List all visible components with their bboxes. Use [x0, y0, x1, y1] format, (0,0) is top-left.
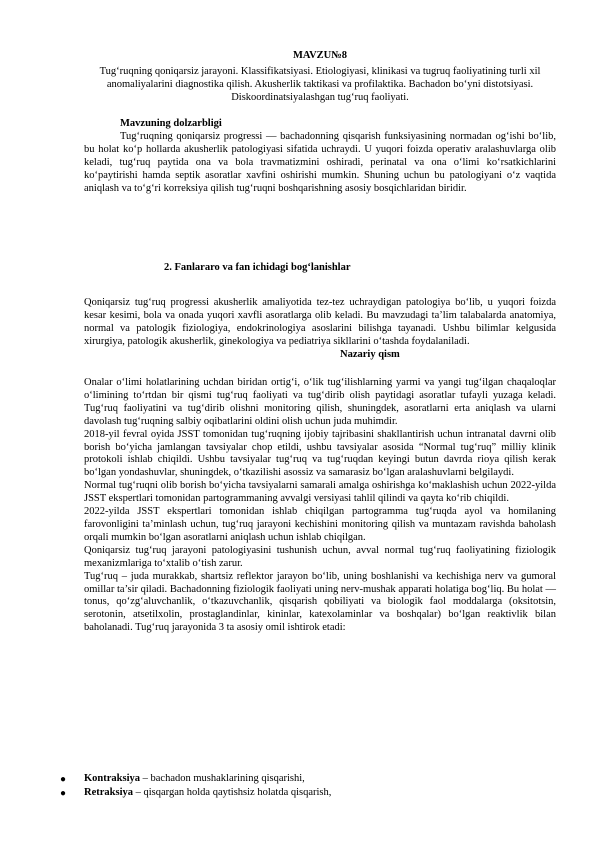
factor-list: [60, 773, 560, 800]
list-description: – bachadon mushaklarining qisqarishi,: [140, 773, 305, 784]
relevance-paragraph: Tug‘ruqning qoniqarsiz progressi — bachadonning qisqarish funksiyasining normadan og‘ishi bo‘lib, bu holat ko‘p hollarda akusherlik patologiyasi sifatida uchraydi. U yuqori foizda operativ aralashuvlarga olib keladi, tug‘ruq paytida ona va bola travmatizmini oshiradi, perinatal va ona o‘limi ko‘rsatkichlarini ko‘paytirishi hamda septik asoratlar xavfini oshirishi mumkin. Shuning uchun bu patologiyani o‘z vaqtida aniqlash va to‘g‘ri korreksiya qilish tug‘ruqni boshqarishning asosiy bosqichlaridan biridir.: [84, 131, 556, 194]
list-term: Retraksiya: [84, 786, 133, 798]
list-term: Kontraksiya: [84, 773, 141, 784]
topic-number: MAVZU№8: [292, 50, 348, 61]
relevance-heading: Mavzuning dolzarbligi: [120, 118, 222, 129]
list-item: [60, 787, 560, 801]
interdisciplinary-heading: 2. Fanlararo va fan ichidagi bog‘lanishlar: [164, 262, 351, 273]
bullet-icon: ●: [60, 787, 67, 799]
theory-paragraph-1: Onalar o‘limi holatlarining uchdan biridan ortig‘i, o‘lik tug‘ilishlarning yarmi va yangi tug‘ilgan chaqaloqlar o‘limining to‘rtdan bir qismi tug‘ruq faoliyati va tug‘dirib olish paytidagi asoratlar tufayli yuzaga keladi. Tug‘ruq faoliyatini va tug‘dirib olishni monitoring qilish, shuningdek, asoratlarni erta aniqlash va ularni davolash tug‘ruqning salbiy oqibatlarini oldini olish uchun juda muhimdir.: [84, 377, 556, 427]
theory-paragraph-4: 2022-yilda JSST ekspertlari tomonidan ishlab chiqilgan partogramma tug‘ruqda ayol va homilaning farovonligini ta’minlash uchun, tug‘ruq jarayoni kechishini monitoring qilish va muntazam ravishda baholash orqali mumkin bo‘lgan asoratlarni aniqlash uchun ishlab chiqilgan.: [84, 506, 556, 543]
theory-heading: Nazariy qism: [340, 349, 400, 360]
theory-paragraph-2: 2018-yil fevral oyida JSST tomonidan tug‘ruqning ijobiy tajribasini shakllantirish uchun intranatal davrni olib borish bo‘yicha jamlangan tavsiyalar chop etildi, ushbu tavsiyalar asosida “Normal tug‘ruq” milliy klinik protokoli ishlab chiqildi. Ushbu tavsiyalar tug‘ruq va tug‘ruqdan keyingi butun davrda rioya qilish kerak bo‘lgan yondashuvlar, shuningdek, o‘tkazilishi asossiz va samarasiz bo‘lgan aralashuvlarni belgilaydi.: [84, 428, 556, 479]
theory-body: [84, 377, 556, 635]
interdisciplinary-paragraph: Qoniqarsiz tug‘ruq progressi akusherlik amaliyotida tez-tez uchraydigan patologiya bo‘lib, u yuqori foizda kesar kesimi, bola va onada yuqori xavfli asoratlarga olib keladi. Bu mavzudagi ta’lim talabalarda anatomiya, normal va patologik fiziologiya, endokrinologiya asoslarini bilishga tayanadi. Ushbu bilimlar kelgusida xirurgiya, patologik akusherlik, ginekologiya va pediatriya sikllarini o‘tashda foydalaniladi.: [84, 297, 556, 347]
list-item: [60, 773, 560, 787]
list-description: – qisqargan holda qaytishsiz holatda qisqarish,: [133, 786, 332, 798]
theory-paragraph-5: Qoniqarsiz tug‘ruq jarayoni patologiyasini tushunish uchun, avval normal tug‘ruq faoliyatining fiziologik mexanizmlariga to‘xtalib o‘tish zarur.: [84, 544, 556, 569]
theory-paragraph-6: Tug‘ruq – juda murakkab, shartsiz reflektor jarayon bo‘lib, uning boshlanishi va kechishiga nerv va gumoral omillar ta’sir qiladi. Bachadonning fiziologik faoliyati uning nerv-mushak apparati holatiga bog‘liq. Bu holat — tonus, qo‘zg‘aluvchanlik, o‘tkazuvchanlik, qisqarish qobiliyati va biologik faol moddalarga (oksitotsin, serotonin, atsetilxolin, prostaglandinlar, kininlar, katexolaminlar va boshqalar) bo‘lgan reaktivlik bilan baholanadi. Tug‘ruq jarayonida 3 ta asosiy omil ishtirok etadi:: [84, 570, 556, 634]
bullet-icon: ●: [60, 774, 67, 785]
topic-title: Tug‘ruqning qoniqarsiz jarayoni. Klassifikatsiyasi. Etiologiyasi, klinikasi va tugruq faoliyatining turli xil anomaliyalarini diagnostika qilish. Akusherlik taktikasi va profilaktika. Bachadon bo‘yni distotsiyasi. Diskoordinatsiyalashgan tug‘ruq faoliyati.: [99, 66, 541, 103]
theory-paragraph-3: Normal tug‘ruqni olib borish bo‘yicha tavsiyalarni samarali amalga oshirishga ko‘maklashish uchun 2022-yilda JSST ekspertlari tomonidan partogrammaning avvalgi versiyasi tahlil qilindi va qayta ko‘rib chiqildi.: [84, 480, 556, 505]
